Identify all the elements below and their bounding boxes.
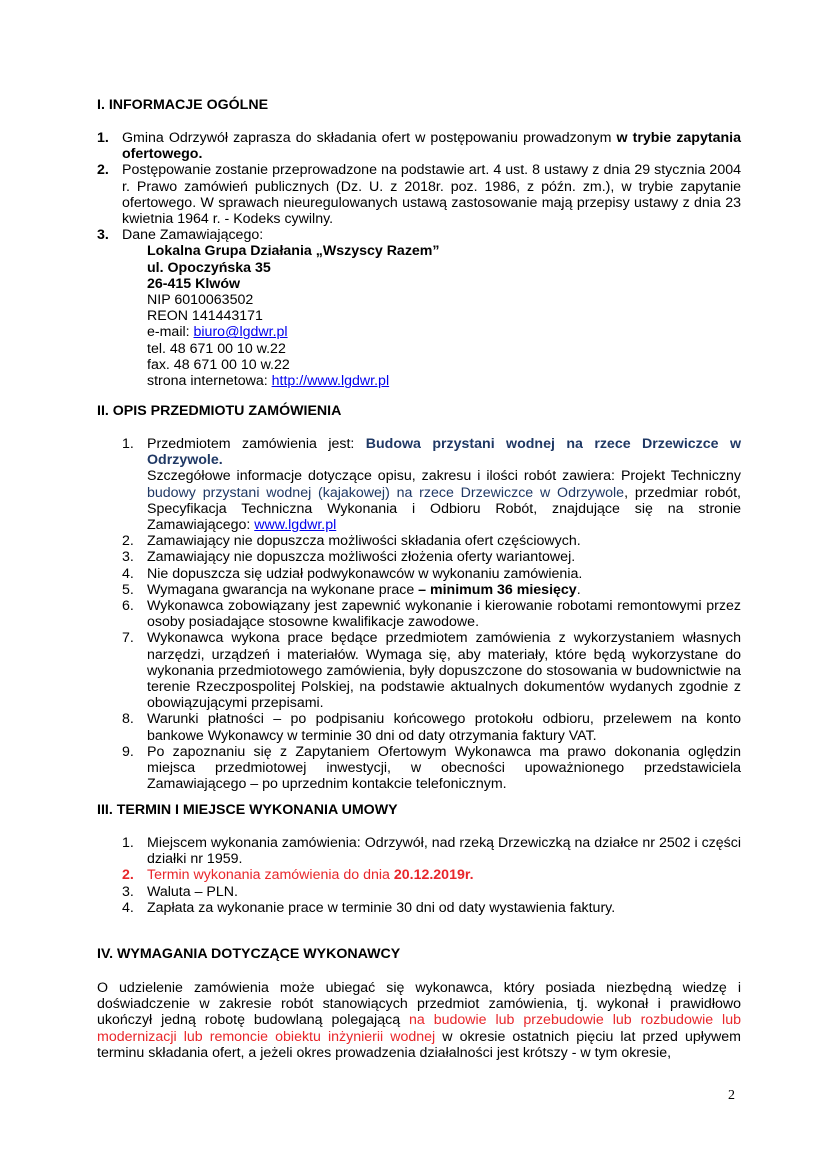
list-item bbox=[97, 744, 741, 793]
address-city: 26-415 Klwów bbox=[147, 275, 241, 292]
item-number: 4. bbox=[122, 565, 134, 582]
section-3-heading: III. TERMIN I MIEJSCE WYKONANIA UMOWY bbox=[97, 802, 398, 818]
item-text: Wykonawca wykona prace będące przedmiotem zamówienia z wykorzystaniem własnych narzędzi, urządzeń i materiałów. Wymaga się, aby materiały, które będą wykorzystane do wykonania przedmiotowego zamówienia, były dopuszczone do stosowania w budownictwie na terenie Rzeczpospolitej Polskiej, na podstawie aktualnych dokumentów wydanych zgodnie z obowiązującymi przepisami. bbox=[147, 630, 741, 712]
item-text: Nie dopuszcza się udział podwykonawców w wykonaniu zamówienia. bbox=[147, 565, 583, 582]
address-reon: REON 141443171 bbox=[147, 308, 263, 325]
item-text: Szczegółowe informacje dotyczące opisu, zakresu i ilości robót zawiera: Projekt Techniczny bbox=[147, 468, 741, 485]
section-1-heading: I. INFORMACJE OGÓLNE bbox=[97, 97, 269, 113]
item-text: Termin wykonania zamówienia do dnia bbox=[147, 867, 394, 884]
item-number: 2. bbox=[122, 867, 134, 884]
item-number: 1. bbox=[97, 130, 109, 146]
item-text: , przedmiar robót, Specyfikacja Techniczna Wykonania i Odbioru Robót, znajdujące się na stronie Zamawiającego: bbox=[147, 484, 741, 534]
item-text: Postępowanie zostanie przeprowadzone na podstawie art. 4 ust. 8 ustawy z dnia 29 stycznia 2004 r. Prawo zamówień publicznych (Dz. U. z 2018r. poz. 1986, z późn. zm.), w trybie zapytanie ofertowego. W sprawach nieuregulowanych ustawą zastosowanie mają przepisy ustawy z dnia 23 kwietnia 1964 r. - Kodeks cywilny. bbox=[122, 162, 741, 228]
section-4-heading: IV. WYMAGANIA DOTYCZĄCE WYKONAWCY bbox=[97, 946, 401, 962]
list-item bbox=[97, 566, 741, 582]
list-item bbox=[97, 162, 741, 227]
address-email-row bbox=[147, 324, 741, 340]
www-label: strona internetowa: bbox=[147, 373, 272, 390]
item-text: Warunki płatności – po podpisaniu końcowego protokołu odbioru, przelewem na konto bankowe Wykonawcy w terminie 30 dni od daty otrzymania faktury VAT. bbox=[147, 711, 741, 744]
item-text: Zapłata za wykonanie prace w terminie 30 dni od daty wystawienia faktury. bbox=[147, 899, 616, 916]
item-text: Miejscem wykonania zamówienia: Odrzywół, nad rzeką Drzewiczką na działce nr 2502 i części działki nr 1959. bbox=[147, 835, 741, 868]
list-item bbox=[97, 867, 741, 883]
section-1-list bbox=[97, 130, 741, 389]
email-link[interactable]: biuro@lgdwr.pl bbox=[193, 324, 288, 341]
address-name: Lokalna Grupa Działania „Wszyscy Razem” bbox=[147, 243, 440, 260]
item-text: Zamawiający nie dopuszcza możliwości składania ofert częściowych. bbox=[147, 533, 581, 550]
address-street: ul. Opoczyńska 35 bbox=[147, 259, 271, 276]
paragraph-text-red: na budowie lub przebudowie lub rozbudowie lub modernizacji lub remoncie obiektu inżynierii wodnej bbox=[97, 1012, 741, 1045]
address-fax: fax. 48 671 00 10 w.22 bbox=[147, 356, 290, 373]
list-item bbox=[97, 835, 741, 867]
item-number: 1. bbox=[122, 835, 134, 851]
item-number: 7. bbox=[122, 630, 134, 647]
item-text-blue: budowy przystani wodnej (kajakowej) na rzece Drzewiczce w Odrzywole bbox=[147, 484, 625, 501]
section-3-list bbox=[97, 835, 741, 916]
item-text-bold: – minimum 36 miesięcy bbox=[418, 581, 577, 598]
list-item bbox=[97, 630, 741, 711]
list-item bbox=[97, 711, 741, 743]
item-number: 3. bbox=[97, 227, 109, 244]
item-text: Gmina Odrzywół zaprasza do składania ofert w postępowaniu prowadzonym bbox=[122, 130, 617, 146]
list-item bbox=[97, 549, 741, 565]
list-item bbox=[97, 130, 741, 162]
section-2-heading: II. OPIS PRZEDMIOTU ZAMÓWIENIA bbox=[97, 403, 342, 419]
address-nip: NIP 6010063502 bbox=[147, 292, 254, 309]
paragraph-text: O udzielenie zamówienia może ubiegać się wykonawca, który posiada niezbędną wiedzę i doświadczenie w zakresie robót stanowiących przedmiot zamówienia, tj. wykonał i prawidłowo ukończył jedną robotę budowlaną polegającą bbox=[97, 980, 741, 1029]
item-text: Waluta – PLN. bbox=[147, 883, 238, 900]
paragraph-text: w okresie ostatnich pięciu lat przed upływem terminu składania ofert, a jeżeli okres prowadzenia działalności jest krótszy - w tym okresie, bbox=[97, 1028, 742, 1061]
deadline-date: 20.12.2019r. bbox=[393, 867, 474, 884]
item-text-bold: w trybie zapytania ofertowego. bbox=[122, 130, 741, 163]
list-item bbox=[97, 598, 741, 630]
item-number: 9. bbox=[122, 743, 134, 760]
item-number: 8. bbox=[122, 711, 134, 728]
list-item bbox=[97, 227, 741, 389]
list-item bbox=[97, 533, 741, 549]
list-item bbox=[97, 436, 741, 533]
list-item bbox=[97, 884, 741, 900]
section-2-list bbox=[97, 436, 741, 792]
item-number: 2. bbox=[122, 533, 134, 550]
item-text: Zamawiający nie dopuszcza możliwości złożenia oferty wariantowej. bbox=[147, 549, 576, 566]
www-link[interactable]: http://www.lgdwr.pl bbox=[271, 373, 390, 390]
item-number: 2. bbox=[97, 162, 109, 179]
item-text: Wymagana gwarancja na wykonane prace bbox=[147, 581, 419, 598]
item-number: 3. bbox=[122, 883, 134, 900]
address-www-row bbox=[147, 373, 741, 389]
item-number: 1. bbox=[122, 436, 134, 452]
item-text: Dane Zamawiającego: bbox=[122, 227, 264, 244]
item-text-bold: Budowa przystani wodnej na rzece Drzewiczce w Odrzywole. bbox=[147, 436, 741, 469]
contracting-authority-address bbox=[122, 243, 741, 389]
section-4-paragraph bbox=[97, 980, 741, 1061]
item-text: Wykonawca zobowiązany jest zapewnić wykonanie i kierowanie robotami remontowymi przez osoby posiadające stosowne kwalifikacje zawodowe. bbox=[147, 598, 741, 631]
list-item bbox=[97, 900, 741, 916]
page-number: 2 bbox=[728, 1088, 735, 1103]
email-label: e-mail: bbox=[147, 324, 194, 341]
item-number: 4. bbox=[122, 899, 134, 916]
website-link[interactable]: www.lgdwr.pl bbox=[254, 517, 337, 534]
item-number: 6. bbox=[122, 598, 134, 615]
address-tel: tel. 48 671 00 10 w.22 bbox=[147, 340, 286, 357]
item-text: Po zapoznaniu się z Zapytaniem Ofertowym Wykonawca ma prawo dokonania oględzin miejsca przedmiotowej inwestycji, w obecności upoważnionego przedstawiciela Zamawiającego – po uprzednim kontakcie telefonicznym. bbox=[147, 743, 741, 793]
item-number: 3. bbox=[122, 549, 134, 566]
item-text: Przedmiotem zamówienia jest: bbox=[147, 436, 366, 452]
item-number: 5. bbox=[122, 581, 134, 598]
list-item: 5. Wymagana gwarancja na wykonane prace – minimum 36 miesięcy. bbox=[122, 581, 581, 598]
